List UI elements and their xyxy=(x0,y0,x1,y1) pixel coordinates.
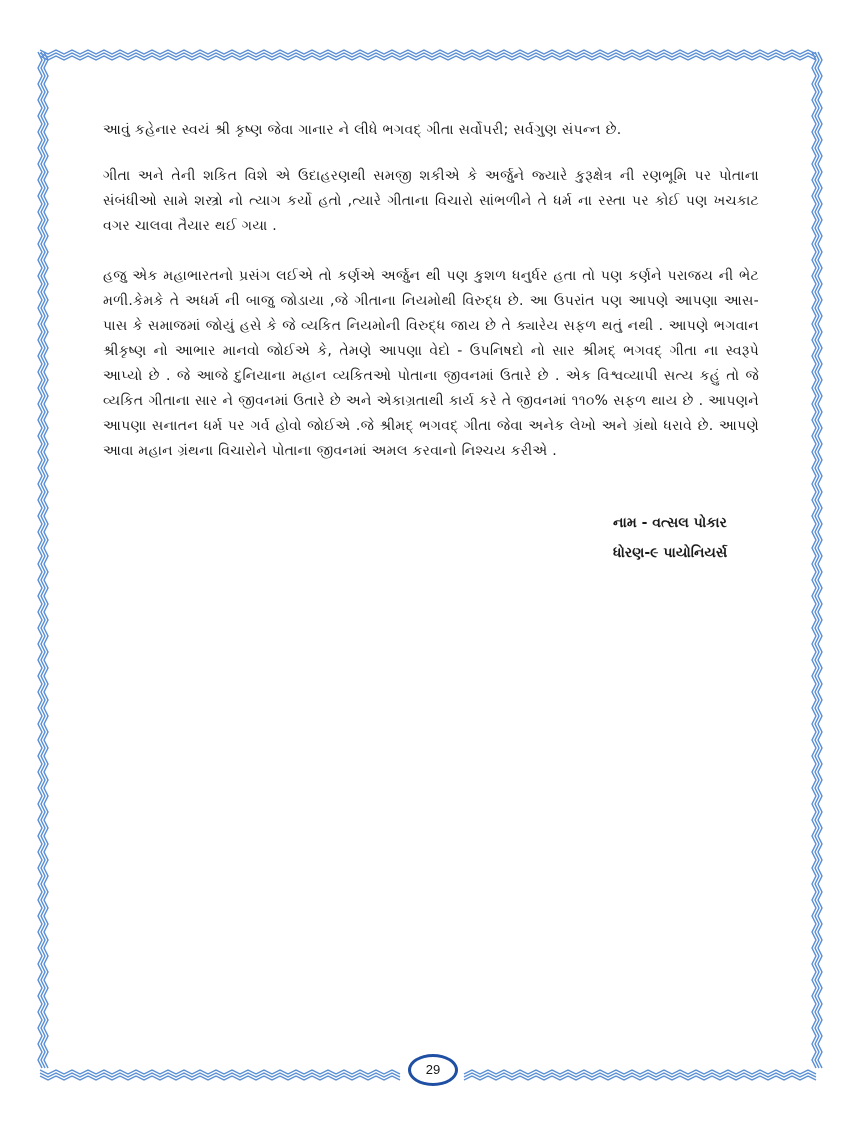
page-number: 29 xyxy=(408,1054,458,1086)
author-name: નામ - વત્સલ પોકાર xyxy=(613,515,727,531)
paragraph-2: ગીતા અને તેની શકિત વિશે એ ઉદાહરણથી સમજી શકીએ કે અર્જુને જ્યારે કુરૂક્ષેત્ર ની રણભૂમિ પર પોતાના સંબંધીઓ સામે શસ્ત્રો નો ત્યાગ કર્યો હતો ,ત્યારે ગીતાના વિચારો સાંભળીને તે ધર્મ ના રસ્તા પર કોઈ પણ ખચકાટ વગર ચાલવા તૈયાર થઈ ગયા . xyxy=(103,168,759,234)
author-class: ધોરણ-૯ પાયોનિયર્સ xyxy=(613,545,728,561)
author-signature xyxy=(613,508,759,568)
paragraph-3: હજુ એક મહાભારતનો પ્રસંગ લઈએ તો કર્ણએ અર્જુન થી પણ કુશળ ધનુર્ધર હતા તો પણ કર્ણને પરાજય ની ભેટ મળી.કેમકે તે અધર્મ ની બાજુ જોડાયા ,જે ગીતાના નિયમોથી વિરુદ્ધ છે. આ ઉપરાંત પણ આપણે આપણા આસ-પાસ કે સમાજમાં જોયું હસે કે જે વ્યકિત નિયમોની વિરુદ્ધ જાય છે તે ક્યારેય સફળ થતું નથી . આપણે ભગવાન શ્રીકૃષ્ણ નો આભાર માનવો જોઈએ કે, તેમણે આપણા વેદો - ઉપનિષદો નો સાર શ્રીમદ્ ભગવદ્ ગીતા ના સ્વરૂપે આપ્યો છે . જે આજે દુનિયાના મહાન વ્યકિતઓ પોતાના જીવનમાં ઉતારે છે . એક વિશ્વવ્યાપી સત્ય કહું તો જે વ્યકિત ગીતાના સાર ને જીવનમાં ઉતારે છે અને એકાગ્રતાથી કાર્ય કરે તે જીવનમાં ૧૧૦% સફળ થાય છે . આપણને આપણા સનાતન ધર્મ પર ગર્વ હોવો જોઈએ .જે શ્રીમદ્ ભગવદ્ ગીતા જેવા અનેક લેખો અને ગ્રંથો ધરાવે છે. આપણે આવા મહાન ગ્રંથના વિચારોને પોતાના જીવનમાં અમલ કરવાનો નિશ્ચય કરીએ . xyxy=(103,268,759,459)
border-zigzag xyxy=(40,50,816,54)
border-zigzag xyxy=(40,56,816,60)
border-zigzag xyxy=(40,53,816,57)
paragraph-1: આવું કહેનાર સ્વયં શ્રી કૃષ્ણ જેવા ગાનાર ને લીધે ભગવદ્ ગીતા સર્વોપરી; સર્વગુણ સંપન્ન છે. xyxy=(103,122,622,138)
